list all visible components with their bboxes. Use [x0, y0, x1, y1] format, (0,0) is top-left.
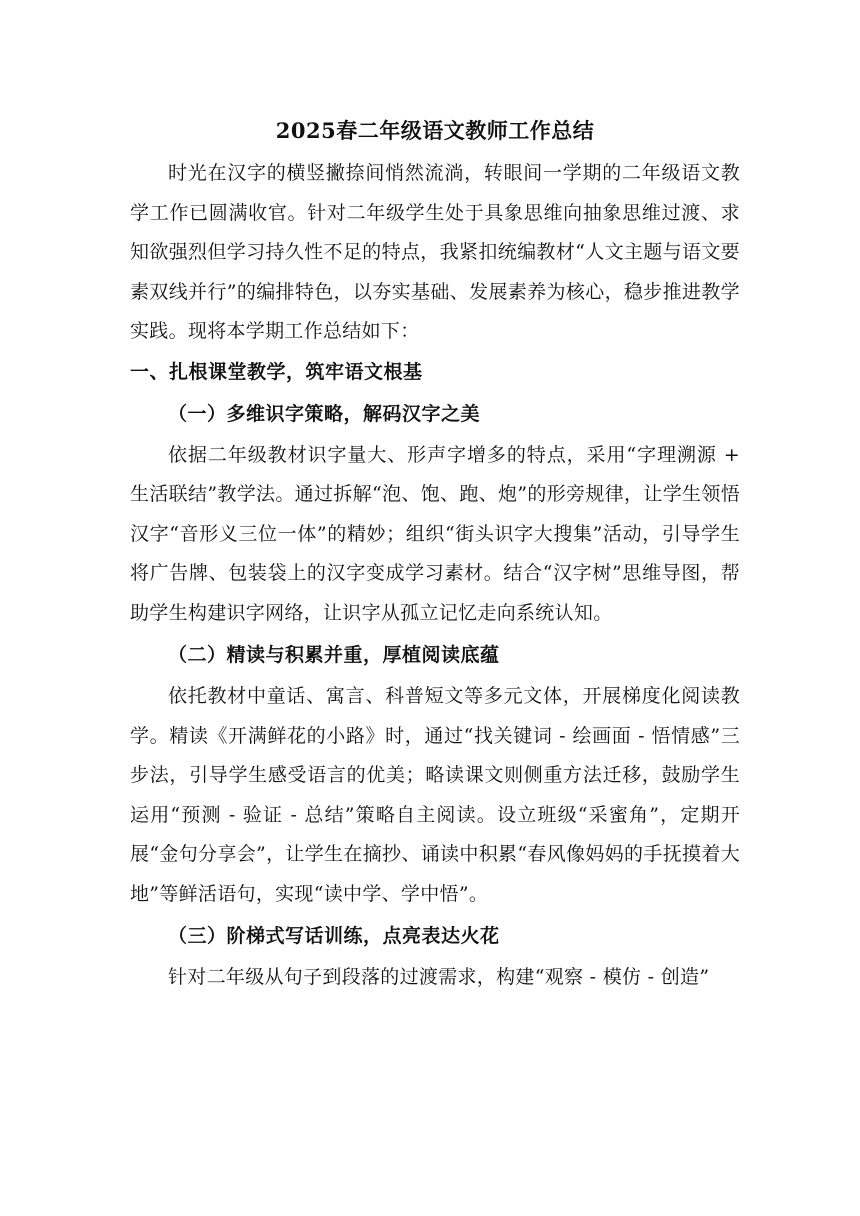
document-title: 2025春二年级语文教师工作总结 — [275, 118, 595, 143]
document-content — [130, 108, 740, 998]
section-heading-1: 一、扎根课堂教学，筑牢语文根基 — [130, 360, 423, 383]
subsection-heading-2: （二）精读与积累并重，厚植阅读底蕴 — [168, 644, 500, 666]
subsection-heading-1: （一）多维识字策略，解码汉字之美 — [168, 402, 481, 425]
subsection-heading-3: （三）阶梯式写话训练，点亮表达火花 — [168, 925, 500, 947]
subsection-body-2: 依托教材中童话、寓言、科普短文等多元文体，开展梯度化阅读教学。精读《开满鲜花的小路》时，通过“找关键词 - 绘画面 - 悟情感”三步法，引导学生感受语言的优美；略读课文则侧重方法迁移，鼓励学生运用“预测 - 验证 - 总结”策略自主阅读。设立班级“采蜜角”，定期开展“金句分享会”，让学生在摘抄、诵读中积累“春风像妈妈的手抚摸着大地”等鲜活语句，实现“读中学、学中悟”。 — [130, 685, 740, 905]
intro-paragraph: 时光在汉字的横竖撇捺间悄然流淌，转眼间一学期的二年级语文教学工作已圆满收官。针对二年级学生处于具象思维向抽象思维过渡、求知欲强烈但学习持久性不足的特点，我紧扣统编教材“人文主题与语文要素双线并行”的编排特色，以夯实基础、发展素养为核心，稳步推进教学实践。现将本学期工作总结如下： — [130, 162, 740, 342]
subsection-body-3: 针对二年级从句子到段落的过渡需求，构建“观察 - 模仿 - 创造” — [168, 966, 710, 988]
subsection-body-1: 依据二年级教材识字量大、形声字增多的特点，采用“字理溯源 + 生活联结”教学法。通过拆解“泡、饱、跑、炮”的形旁规律，让学生领悟汉字“音形义三位一体”的精妙；组织“街头识字大搜集”活动，引导学生将广告牌、包装袋上的汉字变成学习素材。结合“汉字树”思维导图，帮助学生构建识字网络，让识字从孤立记忆走向系统认知。 — [130, 443, 740, 624]
